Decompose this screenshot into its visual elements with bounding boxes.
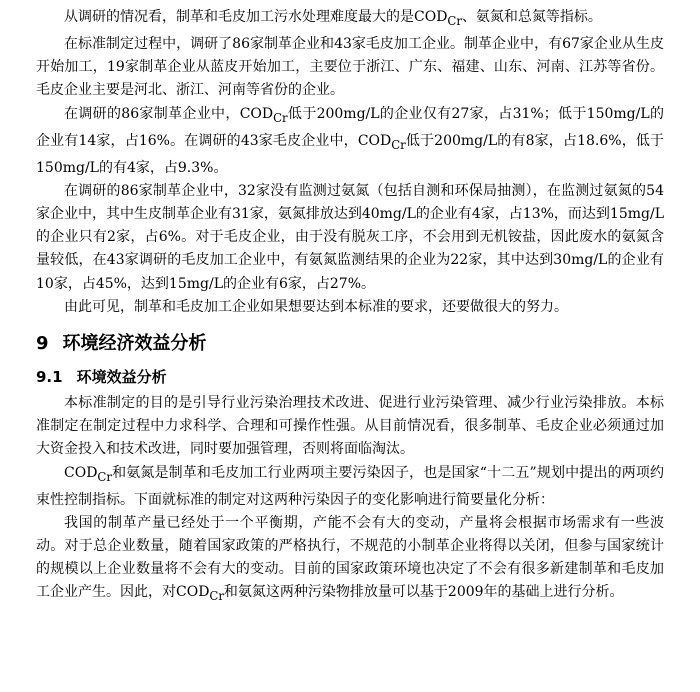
subsection-number: 9.1 (36, 368, 63, 387)
paragraph: 在标准制定过程中，调研了86家制革企业和43家毛皮加工企业。制革企业中，有67家企业从生皮开始加工，19家制革企业从蓝皮开始加工，主要位于浙江、广东、福建、山东、河南、江苏等省份。毛皮企业主要是河北、浙江、河南等省份的企业。 (36, 36, 664, 99)
body-bottom (36, 392, 664, 608)
paragraph: 在调研的86家制革企业中，$COD_{Cr}$低于200mg/L的企业仅有27家，占31%；低于150mg/L的企业有14家，占16%。在调研的43家毛皮企业中，$COD_{Cr}$低于200mg/L的有8家，占18.6%，低于150mg/L的有4家，占9.3%。 (36, 105, 664, 176)
paragraph: $COD_{Cr}$和氨氮是制革和毛皮加工行业两项主要污染因子，也是国家“十二五”规划中提出的两项约束性控制指标。下面就标准的制定对这两种污染因子的变化影响进行简要量化分析： (36, 464, 664, 508)
subsection-heading (36, 366, 664, 388)
section-number: 9 (36, 333, 49, 355)
paragraph: 从调研的情况看，制革和毛皮加工污水处理难度最大的是$COD_{Cr}$、氨氮和总氮等指标。 (64, 9, 602, 28)
body-top (36, 6, 664, 319)
section-title: 环境经济效益分析 (62, 333, 207, 355)
paragraph: 本标准制定的目的是引导行业污染治理技术改进、促进行业污染管理、减少行业污染排放。本标准制定在制定过程中力求科学、合理和可操作性强。从目前情况看，很多制革、毛皮企业必须通过加大资金投入和技术改进，同时要加强管理，否则将面临淘汰。 (36, 395, 664, 458)
subsection-title: 环境效益分析 (76, 368, 167, 387)
paragraph: 在调研的86家制革企业中，32家没有监测过氨氮（包括自测和环保局抽测），在监测过氨氮的54家企业中，其中生皮制革企业有31家，氨氮排放达到40mg/L的企业有4家，占13%，而达到15mg/L的企业只有2家，占6%。对于毛皮企业，由于没有脱灰工序，不会用到无机铵盐，因此废水的氨氮含量较低，在43家调研的毛皮加工企业中，有氨氮监测结果的企业为22家，其中达到30mg/L的企业有10家，占45%，达到15mg/L的企业有6家，占27%。 (36, 182, 664, 292)
paragraph: 由此可见，制革和毛皮加工企业如果想要达到本标准的要求，还要做很大的努力。 (64, 298, 568, 315)
paragraph: 我国的制革产量已经处于一个平衡期，产能不会有大的变动，产量将会根据市场需求有一些波动。对于总企业数量，随着国家政策的严格执行，不规范的小制革企业将得以关闭，但参与国家统计的规模以上企业数量将不会有大的变动。目前的国家政策环境也决定了不会有很多新建制革和毛皮加工企业产生。因此，对$COD_{Cr}$和氨氮这两种污染物排放量可以基于2009年的基础上进行分析。 (36, 514, 664, 604)
section-heading (36, 332, 664, 356)
